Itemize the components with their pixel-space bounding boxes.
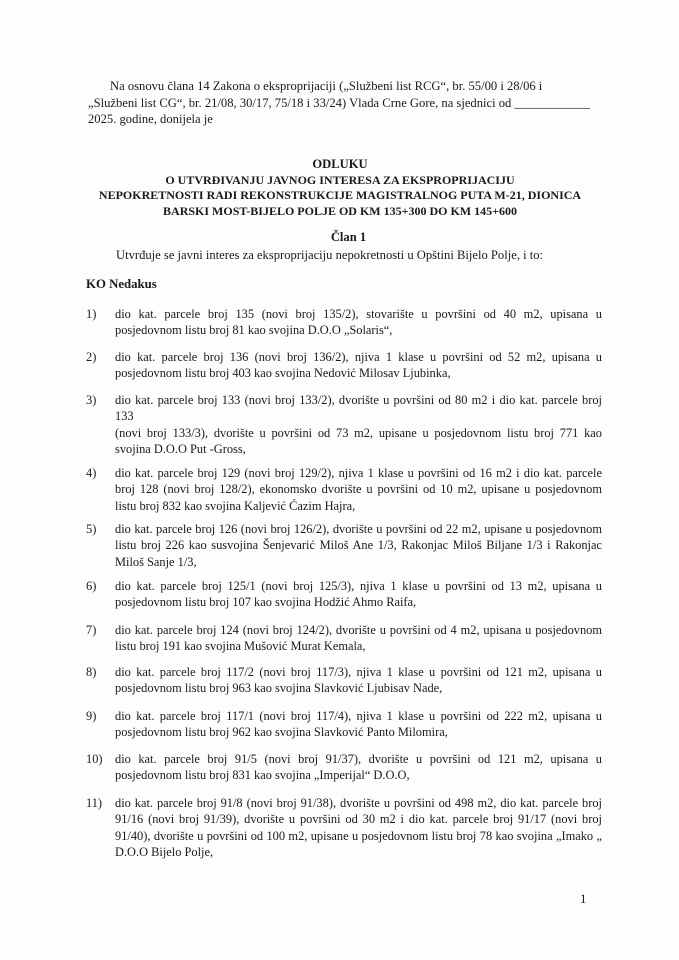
- list-item-line: D.O.O Bijelo Polje,: [115, 845, 214, 860]
- list-item-line: posjedovnom listu broj 403 kao svojina Nedović Milosav Ljubinka,: [115, 366, 451, 381]
- list-item-number: 5): [86, 522, 97, 536]
- list-item-line: broj 128 (novi broj 128/2), ekonomsko dvorište u površini od 10 m2, upisane u posjedovnom: [115, 482, 602, 497]
- list-item-number: 2): [86, 350, 97, 364]
- list-item-line: dio kat. parcele broj 117/2 (novi broj 117/3), njiva 1 klase u površini od 121 m2, upisana u: [115, 665, 602, 679]
- list-item-line: listu broj 191 kao svojina Mušović Murat Kemala,: [115, 639, 366, 654]
- list-item-text: [115, 306, 602, 339]
- list-item-line: dio kat. parcele broj 126 (novi broj 126/2), dvorište u površini od 22 m2, upisane u posjedovnom: [115, 522, 602, 536]
- list-item: [86, 465, 602, 514]
- list-item-line: dio kat. parcele broj 135 (novi broj 135/2), stovarište u površini od 40 m2, upisana u: [115, 307, 602, 321]
- list-item-line: 91/16 (novi broj 91/39), dvorište u površini od 30 m2 i dio kat. parcele broj 91/17 (novi broj: [115, 812, 602, 827]
- list-item-line: dio kat. parcele broj 124 (novi broj 124/2), dvorište u površini od 4 m2, upisana u posjedovnom: [115, 623, 602, 637]
- list-item-number: 7): [86, 623, 97, 637]
- page-number: 1: [580, 891, 587, 906]
- preamble-line-3: 2025. godine, donijela je: [88, 112, 213, 126]
- preamble: [88, 78, 598, 128]
- list-item-number: 4): [86, 466, 97, 480]
- list-item: [86, 578, 602, 611]
- list-item-text: [115, 521, 602, 570]
- list-item-text: [115, 708, 602, 741]
- list-item-number: 8): [86, 665, 97, 679]
- list-item: [86, 708, 602, 741]
- list-item-line: dio kat. parcele broj 136 (novi broj 136/2), njiva 1 klase u površini od 52 m2, upisana u: [115, 350, 602, 364]
- list-item-line: dio kat. parcele broj 125/1 (novi broj 125/3), njiva 1 klase u površini od 13 m2, upisana u: [115, 579, 602, 593]
- list-item-number: 6): [86, 579, 97, 593]
- decision-title-line-2: NEPOKRETNOSTI RADI REKONSTRUKCIJE MAGISTRALNOG PUTA M-21, DIONICA: [98, 188, 582, 202]
- list-item: [86, 622, 602, 655]
- preamble-line-2: „Službeni list CG“, br. 21/08, 30/17, 75/18 i 33/24) Vlada Crne Gore, na sjednici od ____________: [88, 95, 591, 110]
- list-item-line: listu broj 226 kao susvojina Šenjevarić Miloš Ane 1/3, Rakonjac Miloš Biljane 1/3 i Rakonjac: [115, 538, 602, 553]
- list-item-line: dio kat. parcele broj 91/8 (novi broj 91/38), dvorište u površini od 498 m2, dio kat. parcele broj: [115, 796, 602, 810]
- list-item: [86, 751, 602, 784]
- list-item: [86, 392, 602, 458]
- list-item-number: 3): [86, 393, 97, 407]
- preamble-line-1: Na osnovu člana 14 Zakona o eksproprijaciji („Službeni list RCG“, br. 55/00 i 28/06 i: [110, 79, 543, 93]
- list-item-line: listu broj 832 kao svojina Kaljević Ćazim Hajra,: [115, 498, 356, 513]
- list-item-line: svojina D.O.O Put -Gross,: [115, 442, 246, 457]
- decision-title-line-1: O UTVRĐIVANJU JAVNOG INTERESA ZA EKSPROPRIJACIJU: [165, 172, 515, 187]
- list-item: [86, 349, 602, 382]
- decision-title: [80, 157, 600, 219]
- list-item-line: dio kat. parcele broj 117/1 (novi broj 117/4), njiva 1 klase u površini od 222 m2, upisana u: [115, 709, 602, 723]
- list-item-text: [115, 392, 602, 458]
- cadastral-municipality: KO Nedakus: [86, 277, 157, 291]
- list-item: [86, 306, 602, 339]
- list-item: [86, 521, 602, 570]
- decision-title-line-3: BARSKI MOST-BIJELO POLJE OD KM 135+300 DO KM 145+600: [163, 203, 517, 218]
- list-item-text: [115, 751, 602, 784]
- list-item-line: dio kat. parcele broj 91/5 (novi broj 91/37), dvorište u površini od 121 m2, upisana u: [115, 752, 602, 766]
- list-item-line: dio kat. parcele broj 129 (novi broj 129/2), njiva 1 klase u površini od 16 m2 i dio kat. parcele: [115, 466, 602, 480]
- list-item-number: 1): [86, 307, 97, 321]
- list-item-number: 11): [86, 796, 103, 810]
- list-item-text: [115, 349, 602, 382]
- list-item-number: 10): [86, 752, 103, 766]
- decision-heading: ODLUKU: [312, 157, 368, 171]
- list-item-text: [115, 795, 602, 861]
- list-item: [86, 664, 602, 697]
- list-item-line: posjedovnom listu broj 831 kao svojina „Imperijal“ D.O.O,: [115, 768, 410, 783]
- list-item-line: posjedovnom listu broj 963 kao svojina Slavković Ljubisav Nade,: [115, 681, 443, 696]
- list-item-line: posjedovnom listu broj 107 kao svojina Hodžić Ahmo Raifa,: [115, 595, 417, 610]
- list-item-line: posjedovnom listu broj 962 kao svojina Slavković Panto Milomira,: [115, 725, 448, 740]
- list-item-number: 9): [86, 709, 97, 723]
- list-item-line: (novi broj 133/3), dvorište u površini od 73 m2, upisane u posjedovnom listu broj 771 kao: [115, 425, 602, 440]
- list-item: [86, 795, 602, 861]
- list-item-text: [115, 578, 602, 611]
- list-item-line: dio kat. parcele broj 133 (novi broj 133/2), dvorište u površini od 80 m2 i dio kat. parcele broj 133: [115, 393, 602, 424]
- list-item-text: [115, 622, 602, 655]
- article-label: Član 1: [330, 230, 367, 244]
- list-item-line: posjedovnom listu broj 81 kao svojina D.O.O „Solaris“,: [115, 323, 393, 338]
- list-item-line: 91/40), dvorište u površini od 100 m2, upisane u posjedovnom listu broj 78 kao svojina „Imako „: [115, 828, 602, 843]
- article-intro: Utvrđuje se javni interes za eksproprijaciju nepokretnosti u Opštini Bijelo Polje, i to:: [116, 248, 544, 262]
- list-item-text: [115, 465, 602, 514]
- list-item-line: Miloš Sanje 1/3,: [115, 554, 197, 569]
- list-item-text: [115, 664, 602, 697]
